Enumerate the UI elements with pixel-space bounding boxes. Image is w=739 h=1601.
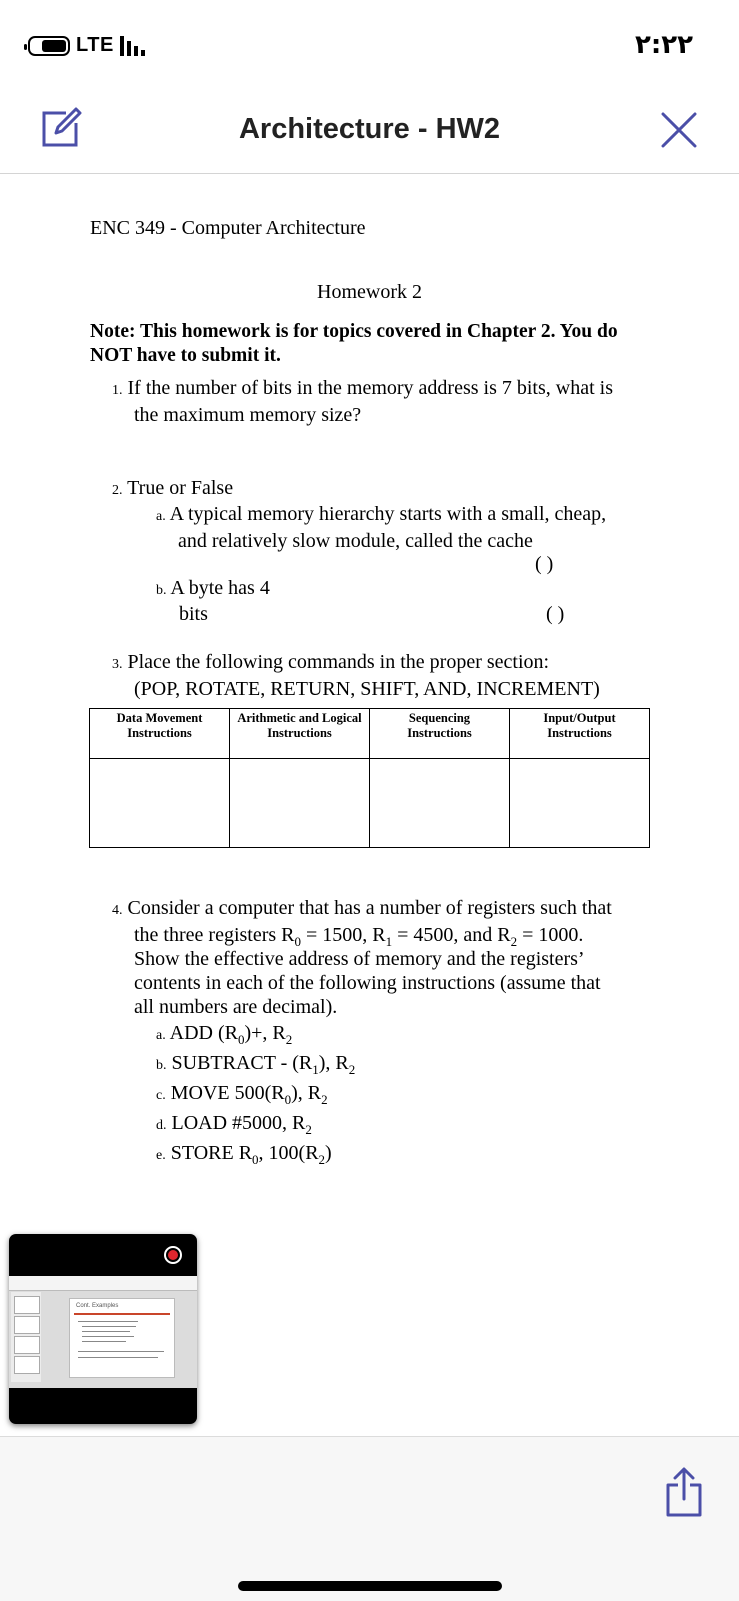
- table-cell: [510, 759, 650, 848]
- table-header: Arithmetic and Logical Instructions: [230, 709, 370, 759]
- question-text: Consider a computer that has a number of registers such that: [127, 897, 612, 919]
- question-text: True or False: [127, 477, 234, 499]
- list-item: d. LOAD #5000, $R_2$: [156, 1112, 312, 1137]
- question-text: all numbers are decimal).: [134, 996, 338, 1018]
- item-text: and relatively slow module, called the cache: [178, 530, 533, 552]
- question-text: the three registers $R_0 = 1500$, $R_1 = 4500$, and $R_2 = 1000$.: [134, 924, 584, 949]
- item-letter: a.: [156, 509, 166, 524]
- table-cell: [90, 759, 230, 848]
- close-icon[interactable]: [660, 111, 698, 149]
- question-4: [112, 896, 652, 1168]
- question-2a: [156, 502, 656, 553]
- list-item: c. MOVE $500(R_0)$, $R_2$: [156, 1082, 328, 1107]
- instruction-list: [112, 1021, 652, 1168]
- commands-table: [89, 708, 650, 848]
- record-icon[interactable]: [164, 1246, 182, 1264]
- page-title: Architecture - HW2: [238, 113, 501, 145]
- question-number: 3.: [112, 657, 123, 672]
- answer-blank: ( ): [535, 553, 554, 575]
- preview-slide: [69, 1298, 175, 1378]
- question-number: 1.: [112, 383, 123, 398]
- preview-ribbon: [9, 1276, 197, 1291]
- table-header: Sequencing Instructions: [370, 709, 510, 759]
- question-text: contents in each of the following instructions (assume that: [134, 972, 601, 994]
- table-row: [90, 759, 650, 848]
- question-2: [112, 476, 233, 503]
- question-3: [112, 650, 672, 701]
- table-cell: [370, 759, 510, 848]
- screen-recording-preview[interactable]: [9, 1234, 197, 1424]
- signal-bars-icon: [120, 36, 145, 56]
- question-text: (POP, ROTATE, RETURN, SHIFT, AND, INCREMENT): [134, 678, 600, 700]
- table-header: Data Movement Instructions: [90, 709, 230, 759]
- course-line: ENC 349 - Computer Architecture: [90, 217, 366, 239]
- question-text: Show the effective address of memory and the registers’: [134, 948, 585, 970]
- table-header-row: [90, 709, 650, 759]
- question-text: Place the following commands in the proper section:: [127, 651, 550, 673]
- question-number: 4.: [112, 903, 123, 918]
- preview-slide-title: Cont. Examples: [76, 1303, 119, 1309]
- table-header: Input/Output Instructions: [510, 709, 650, 759]
- question-number: 2.: [112, 483, 123, 498]
- question-2b: [156, 576, 270, 603]
- item-text: A typical memory hierarchy starts with a small, cheap,: [169, 503, 607, 525]
- status-bar: [0, 30, 739, 64]
- question-text: the maximum memory size?: [134, 404, 362, 426]
- homework-note: Note: This homework is for topics covered in Chapter 2. You do NOT have to submit it.: [90, 321, 618, 366]
- item-text: bits: [179, 603, 208, 625]
- list-item: a. ADD $(R_0)+$, $R_2$: [156, 1022, 293, 1047]
- home-indicator[interactable]: [238, 1581, 502, 1591]
- item-letter: b.: [156, 583, 167, 598]
- question-1: [112, 376, 672, 427]
- network-type: LTE: [76, 34, 114, 56]
- table-cell: [230, 759, 370, 848]
- battery-icon: [28, 36, 70, 56]
- preview-screen: [9, 1276, 197, 1388]
- status-left: [28, 34, 145, 57]
- item-text: A byte has 4: [170, 577, 270, 599]
- question-text: If the number of bits in the memory address is 7 bits, what is: [127, 377, 613, 399]
- list-item: b. SUBTRACT - $(R_1)$, $R_2$: [156, 1052, 356, 1077]
- answer-blank: ( ): [546, 603, 565, 625]
- share-icon[interactable]: [664, 1467, 704, 1517]
- viewer-header: [0, 95, 739, 173]
- homework-title: Homework 2: [317, 281, 422, 303]
- preview-slide-pane: [11, 1292, 41, 1382]
- list-item: e. STORE $R_0$, $100(R_2)$: [156, 1142, 332, 1167]
- bottom-toolbar: [0, 1436, 739, 1601]
- status-time: ٢:٢٢: [634, 30, 693, 60]
